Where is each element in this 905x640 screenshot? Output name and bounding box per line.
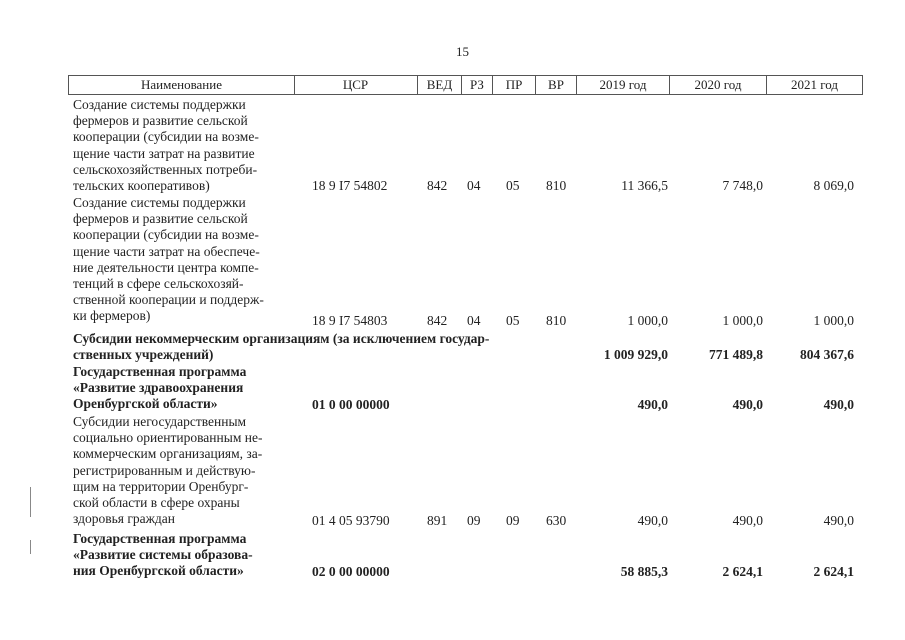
row-ved: 842	[427, 178, 448, 193]
header-2019: 2019 год	[577, 75, 670, 95]
row-csr: 02 0 00 00000	[312, 564, 390, 579]
row-csr: 18 9 I7 54803	[312, 313, 388, 328]
row-2021: 490,0	[823, 397, 854, 412]
row-2020: 7 748,0	[722, 178, 763, 193]
row-rz: 04	[467, 178, 481, 193]
row-rz: 09	[467, 513, 481, 528]
row-2021: 8 069,0	[813, 178, 854, 193]
header-pr: ПР	[493, 75, 536, 95]
header-vr: ВР	[536, 75, 577, 95]
row-pr: 05	[506, 178, 520, 193]
row-ved: 842	[427, 313, 448, 328]
row-2020: 2 624,1	[722, 564, 763, 579]
row-name: Субсидии некоммерческим организациям (за исключением государ- ственных учреждений)	[73, 331, 490, 363]
row-2020: 1 000,0	[722, 313, 763, 328]
row-name: Создание системы поддержки фермеров и развитие сельской кооперации (субсидии на возме- щение части затрат на обеспече- ние деятельности центра компе- тенций в сфере сельскохозяй- ственной кооперации и поддерж- ки фермеров)	[73, 195, 264, 324]
header-2020: 2020 год	[670, 75, 767, 95]
row-2021: 1 000,0	[813, 313, 854, 328]
row-ved: 891	[427, 513, 448, 528]
row-2021: 490,0	[823, 513, 854, 528]
page-number: 15	[456, 44, 469, 59]
scan-mark	[30, 487, 31, 517]
header-ved: ВЕД	[418, 75, 462, 95]
row-2021: 2 624,1	[813, 564, 854, 579]
row-2020: 490,0	[732, 397, 763, 412]
row-2019: 1 000,0	[627, 313, 668, 328]
row-2019: 490,0	[637, 513, 668, 528]
row-name: Создание системы поддержки фермеров и развитие сельской кооперации (субсидии на возме- щение части затрат на развитие сельскохозяйственных потреби- тельских кооперативов)	[73, 97, 259, 194]
header-name: Наименование	[68, 75, 295, 95]
row-2019: 11 366,5	[621, 178, 668, 193]
header-rz: РЗ	[462, 75, 493, 95]
row-name: Государственная программа «Развитие здравоохранения Оренбургской области»	[73, 364, 247, 412]
row-csr: 18 9 I7 54802	[312, 178, 388, 193]
row-2019: 58 885,3	[620, 564, 668, 579]
row-name: Субсидии негосударственным социально ориентированным не- коммерческим организациям, за- регистрированным и действую- щим на территории Оренбург- ской области в сфере охраны здоровья граждан	[73, 414, 263, 527]
row-2021: 804 367,6	[800, 347, 854, 362]
row-2020: 771 489,8	[709, 347, 763, 362]
row-2019: 1 009 929,0	[603, 347, 668, 362]
row-vr: 630	[546, 513, 567, 528]
row-rz: 04	[467, 313, 481, 328]
row-pr: 05	[506, 313, 520, 328]
row-pr: 09	[506, 513, 520, 528]
row-vr: 810	[546, 178, 567, 193]
row-2019: 490,0	[637, 397, 668, 412]
row-vr: 810	[546, 313, 567, 328]
header-2021: 2021 год	[767, 75, 863, 95]
row-name: Государственная программа «Развитие системы образова- ния Оренбургской области»	[73, 531, 253, 579]
header-csr: ЦСР	[294, 75, 418, 95]
row-csr: 01 0 00 00000	[312, 397, 390, 412]
scan-mark	[30, 540, 31, 554]
row-2020: 490,0	[732, 513, 763, 528]
row-csr: 01 4 05 93790	[312, 513, 390, 528]
